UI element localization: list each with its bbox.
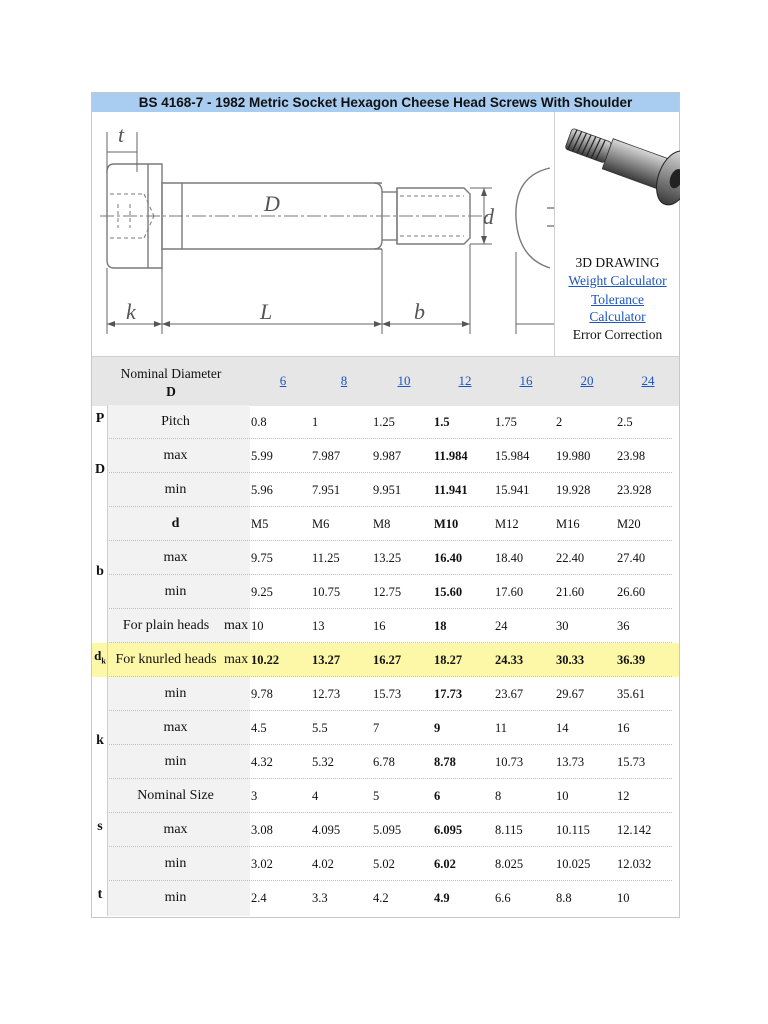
row-label: For plain heads xyxy=(122,618,210,633)
table-cell: 17.73 xyxy=(434,687,463,701)
table-cell: 12.032 xyxy=(617,857,652,871)
table-cell: 5.99 xyxy=(251,449,273,463)
table-cell: 11.941 xyxy=(434,483,468,497)
nominal-diameter-header xyxy=(94,365,248,401)
table-row xyxy=(92,711,679,745)
table-cell: 6.095 xyxy=(434,823,463,837)
size-link-16[interactable]: 16 xyxy=(519,373,533,388)
table-row xyxy=(92,643,679,677)
table-cell: 23.67 xyxy=(495,687,524,701)
table-cell: 16 xyxy=(617,721,630,735)
table-cell: 7.987 xyxy=(312,449,341,463)
table-cell: M20 xyxy=(617,517,641,531)
size-link-6[interactable]: 6 xyxy=(279,373,287,388)
table-cell: 35.61 xyxy=(617,687,646,701)
screw-dimension-drawing xyxy=(92,112,554,356)
table-row xyxy=(92,405,679,439)
table-cell: M8 xyxy=(373,517,391,531)
table-cell: 17.60 xyxy=(495,585,524,599)
row-label: max xyxy=(163,448,188,463)
row-label: min xyxy=(164,584,187,599)
tolerance-calculator-link-line1[interactable]: Tolerance xyxy=(590,292,645,307)
table-cell: 36 xyxy=(617,619,630,633)
table-cell: 27.40 xyxy=(617,551,646,565)
size-link-10[interactable]: 10 xyxy=(397,373,411,388)
symbol-k: k xyxy=(96,733,104,748)
row-label: min xyxy=(164,686,187,701)
row-label: Nominal Size xyxy=(137,788,214,803)
table-row xyxy=(92,779,679,813)
size-link-8[interactable]: 8 xyxy=(340,373,348,388)
symbol-D: D xyxy=(94,462,106,477)
row-label: d xyxy=(171,516,180,531)
table-cell: 6 xyxy=(434,789,441,803)
table-cell: 18.40 xyxy=(495,551,524,565)
row-label: min xyxy=(164,856,187,871)
table-row xyxy=(92,609,679,643)
table-cell: 4.5 xyxy=(251,721,267,735)
table-cell: 4.9 xyxy=(434,891,450,905)
table-cell: 14 xyxy=(556,721,569,735)
row-label: min xyxy=(164,754,187,769)
size-link-20[interactable]: 20 xyxy=(580,373,594,388)
table-cell: 3 xyxy=(251,789,258,803)
table-cell: 13 xyxy=(312,619,325,633)
table-cell: 10 xyxy=(251,619,264,633)
table-cell: 15.73 xyxy=(617,755,646,769)
table-cell: 15.73 xyxy=(373,687,402,701)
row-label: Pitch xyxy=(161,414,190,429)
table-cell: 13.27 xyxy=(312,653,341,667)
table-cell: 22.40 xyxy=(556,551,585,565)
table-cell: 11.984 xyxy=(434,449,468,463)
table-cell: 12.73 xyxy=(312,687,341,701)
screw-3d-thumbnail[interactable] xyxy=(555,112,680,250)
table-cell: 12.142 xyxy=(617,823,652,837)
table-cell: 6.6 xyxy=(495,891,511,905)
table-cell: 2.4 xyxy=(251,891,267,905)
table-cell: 11.25 xyxy=(312,551,340,565)
dim-label-t: t xyxy=(118,122,125,147)
nominal-diameter-label: Nominal Diameter xyxy=(120,366,222,381)
table-cell: 1 xyxy=(312,415,319,429)
symbol-t: t xyxy=(97,887,103,902)
row-label: min xyxy=(164,482,187,497)
dim-label-L: L xyxy=(260,299,273,324)
table-cell: 9.25 xyxy=(251,585,273,599)
table-cell: 30.33 xyxy=(556,653,585,667)
tolerance-calculator-link-line2[interactable]: Calculator xyxy=(589,309,646,324)
table-cell: 1.25 xyxy=(373,415,395,429)
table-row xyxy=(92,813,679,847)
table-cell: 16 xyxy=(373,619,386,633)
row-sublabel: max xyxy=(224,652,249,667)
table-row xyxy=(92,745,679,779)
size-link-24[interactable]: 24 xyxy=(641,373,655,388)
table-cell: 1.5 xyxy=(434,415,450,429)
table-cell: 18.27 xyxy=(434,653,463,667)
table-cell: 10 xyxy=(617,891,630,905)
dim-label-D: D xyxy=(264,191,280,216)
table-cell: 4.2 xyxy=(373,891,389,905)
3d-drawing-label[interactable]: 3D DRAWING xyxy=(575,255,660,270)
table-cell: 10.025 xyxy=(556,857,591,871)
table-cell: 19.980 xyxy=(556,449,591,463)
table-cell: 9.951 xyxy=(373,483,402,497)
table-cell: 6.78 xyxy=(373,755,395,769)
table-cell: 36.39 xyxy=(617,653,646,667)
symbol-s: s xyxy=(97,819,103,834)
table-cell: 10.22 xyxy=(251,653,280,667)
table-cell: 6.02 xyxy=(434,857,456,871)
table-cell: 5.02 xyxy=(373,857,395,871)
error-correction-link[interactable]: Error Correction xyxy=(572,327,663,342)
table-cell: 3.02 xyxy=(251,857,273,871)
table-cell: 8.025 xyxy=(495,857,524,871)
weight-calculator-link[interactable]: Weight Calculator xyxy=(568,273,667,288)
table-cell: 9.75 xyxy=(251,551,273,565)
table-row xyxy=(92,439,679,473)
table-row xyxy=(92,575,679,609)
table-cell: 4.02 xyxy=(312,857,334,871)
table-cell: 15.941 xyxy=(495,483,530,497)
table-cell: 4.095 xyxy=(312,823,341,837)
table-cell: 29.67 xyxy=(556,687,585,701)
table-cell: 13.73 xyxy=(556,755,585,769)
row-label: min xyxy=(164,890,187,905)
table-cell: 8.8 xyxy=(556,891,572,905)
row-label: max xyxy=(163,550,188,565)
dim-label-b: b xyxy=(414,299,425,324)
table-cell: 16.27 xyxy=(373,653,402,667)
table-cell: 7.951 xyxy=(312,483,341,497)
table-cell: 5.96 xyxy=(251,483,273,497)
row-label: max xyxy=(163,822,188,837)
table-cell: 9 xyxy=(434,721,441,735)
table-cell: M6 xyxy=(312,517,330,531)
table-cell: 26.60 xyxy=(617,585,646,599)
table-cell: 1.75 xyxy=(495,415,517,429)
table-cell: 2 xyxy=(556,415,563,429)
table-cell: 11 xyxy=(495,721,508,735)
table-cell: 0.8 xyxy=(251,415,267,429)
table-cell: 5.095 xyxy=(373,823,402,837)
table-cell: 7 xyxy=(373,721,380,735)
table-cell: 10 xyxy=(556,789,569,803)
symbol-b: b xyxy=(96,564,104,579)
table-cell: 12 xyxy=(617,789,630,803)
table-cell: 8 xyxy=(495,789,502,803)
table-cell: 10.73 xyxy=(495,755,524,769)
row-sublabel: max xyxy=(224,618,249,633)
row-label: For knurled heads xyxy=(115,652,217,667)
table-cell: M10 xyxy=(434,517,459,531)
nominal-diameter-symbol: D xyxy=(166,384,176,399)
table-cell: 30 xyxy=(556,619,569,633)
table-row xyxy=(92,677,679,711)
screw-drawing-svg xyxy=(92,112,554,356)
table-cell: 5.32 xyxy=(312,755,334,769)
table-cell: 21.60 xyxy=(556,585,585,599)
table-row xyxy=(92,881,679,915)
table-cell: 24.33 xyxy=(495,653,524,667)
table-row xyxy=(92,507,679,541)
symbol-dk-base: d xyxy=(94,648,102,663)
table-cell: 12.75 xyxy=(373,585,402,599)
table-cell: 15.60 xyxy=(434,585,463,599)
table-cell: M5 xyxy=(251,517,269,531)
side-panel xyxy=(554,112,680,356)
row-label: max xyxy=(163,720,188,735)
size-link-12[interactable]: 12 xyxy=(458,373,472,388)
table-cell: 3.08 xyxy=(251,823,273,837)
table-cell: 15.984 xyxy=(495,449,530,463)
table-cell: 3.3 xyxy=(312,891,328,905)
table-cell: 4 xyxy=(312,789,319,803)
table-cell: M16 xyxy=(556,517,580,531)
table-cell: 4.32 xyxy=(251,755,273,769)
table-header xyxy=(92,356,679,406)
table-cell: 23.928 xyxy=(617,483,652,497)
table-cell: 8.78 xyxy=(434,755,456,769)
table-cell: 5.5 xyxy=(312,721,328,735)
table-cell: 19.928 xyxy=(556,483,591,497)
table-cell: 5 xyxy=(373,789,380,803)
table-row xyxy=(92,541,679,575)
table-cell: 13.25 xyxy=(373,551,402,565)
dim-label-d: d xyxy=(483,204,494,229)
table-cell: 10.75 xyxy=(312,585,341,599)
table-cell: 2.5 xyxy=(617,415,633,429)
table-cell: 10.115 xyxy=(556,823,590,837)
dim-label-k: k xyxy=(126,299,136,324)
table-row xyxy=(92,473,679,507)
page-title: BS 4168-7 - 1982 Metric Socket Hexagon Cheese Head Screws With Shoulder xyxy=(92,93,679,112)
table-cell: 9.78 xyxy=(251,687,273,701)
table-row xyxy=(92,847,679,881)
table-cell: 23.98 xyxy=(617,449,646,463)
symbol-dk xyxy=(92,648,108,666)
table-cell: 8.115 xyxy=(495,823,523,837)
table-cell: 24 xyxy=(495,619,508,633)
table-cell: 18 xyxy=(434,619,447,633)
symbol-P: P xyxy=(95,411,105,426)
table-cell: 9.987 xyxy=(373,449,402,463)
standard-sheet xyxy=(91,92,680,918)
symbol-dk-sub: k xyxy=(101,656,106,666)
table-cell: 16.40 xyxy=(434,551,463,565)
table-cell: M12 xyxy=(495,517,519,531)
